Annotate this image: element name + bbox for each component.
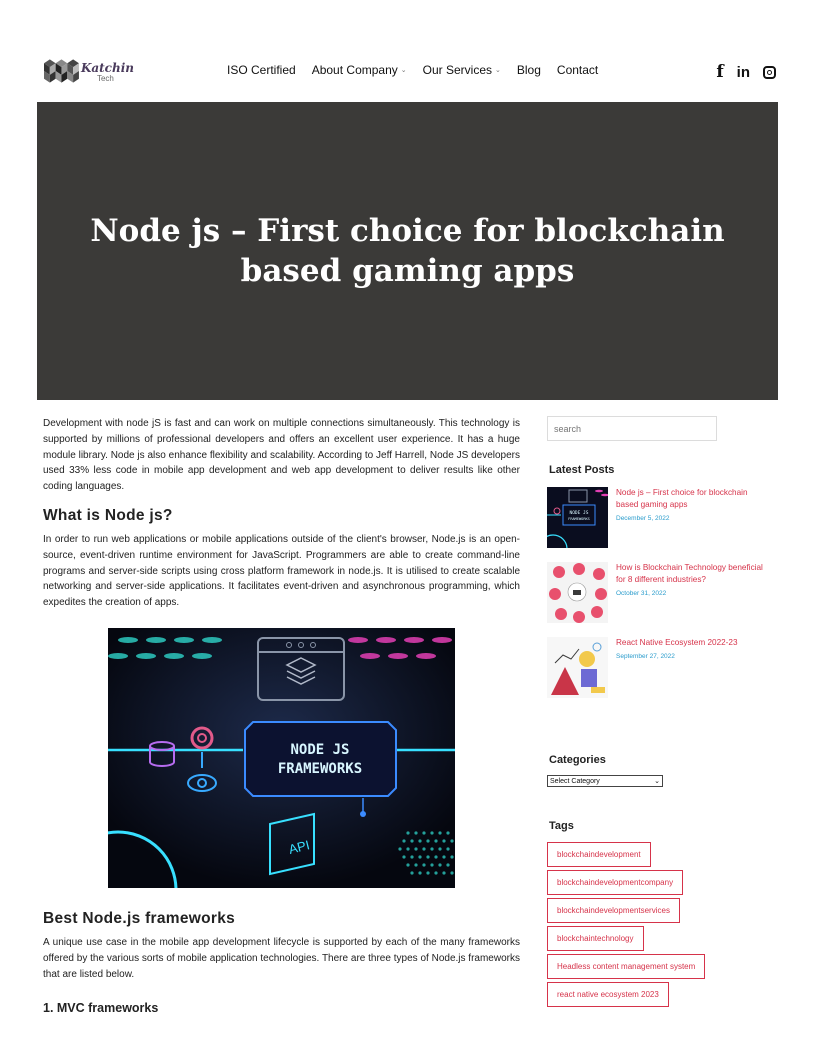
- nav-contact[interactable]: [557, 63, 598, 77]
- tag-link[interactable]: blockchaintechnology: [547, 926, 644, 951]
- hero-banner: [37, 102, 778, 400]
- main-nav: [227, 63, 614, 77]
- post-thumbnail-image: [547, 562, 608, 623]
- what-is-node-heading: What is Node js?: [43, 506, 173, 524]
- post-title-text: React Native Ecosystem 2022-23: [616, 638, 738, 647]
- nav-label: Our Services: [422, 63, 492, 77]
- post-thumbnail[interactable]: [547, 562, 608, 623]
- post-date: October 31, 2022: [616, 590, 667, 597]
- latest-post-item[interactable]: [547, 637, 777, 712]
- node-frameworks-illustration: [108, 628, 455, 888]
- svg-text:FRAMEWORKS: FRAMEWORKS: [568, 517, 590, 521]
- post-date: September 27, 2022: [616, 653, 675, 660]
- frameworks-paragraph: A unique use case in the mobile app development lifecycle is supported by each of the many frameworks offered by the various sorts of mobile application technologies. There are three types of Node.js frameworks that are listed below.: [43, 936, 520, 980]
- post-thumbnail[interactable]: [547, 487, 608, 548]
- tag-link[interactable]: Headless content management system: [547, 954, 705, 979]
- nav-label: Blog: [516, 63, 541, 77]
- svg-text:NODE JS: NODE JS: [569, 511, 589, 516]
- chevron-down-icon: ⌄: [400, 67, 407, 74]
- post-title[interactable]: [616, 637, 766, 663]
- frameworks-heading: Best Node.js frameworks: [43, 909, 236, 927]
- categories-heading: Categories: [549, 754, 606, 766]
- feature-image: [108, 628, 455, 888]
- latest-posts-list: [547, 487, 777, 712]
- latest-post-item[interactable]: [547, 562, 777, 637]
- mvc-heading: 1. MVC frameworks: [43, 1001, 159, 1016]
- tag-link[interactable]: blockchaindevelopment: [547, 842, 651, 867]
- tags-heading: Tags: [549, 820, 574, 832]
- site-header: [0, 0, 816, 102]
- site-logo[interactable]: [44, 56, 134, 88]
- page-title: Node js – First choice for blockchain based gaming apps: [90, 213, 725, 289]
- image-title-line2: FRAMEWORKS: [277, 760, 363, 777]
- post-date: December 5, 2022: [616, 515, 670, 522]
- logo-cube-icon: [44, 57, 79, 87]
- tag-cloud: [547, 842, 777, 1010]
- intro-paragraph: Development with node jS is fast and can work on multiple connections simultaneously. This technology is supported by millions of professional developers and offers an excellent user experience. It has a huge module library. Node js also enhance flexibility and scalability. According to Jeff Harrell, Node JS developers used 33% less code in mobile app development and web app development to deliver results like other coding languages.: [43, 418, 520, 493]
- nav-our-services[interactable]: [423, 63, 501, 77]
- category-select[interactable]: [547, 775, 663, 787]
- post-thumbnail[interactable]: [547, 637, 608, 698]
- facebook-icon[interactable]: f: [716, 62, 724, 82]
- tag-link[interactable]: react native ecosystem 2023: [547, 982, 669, 1007]
- what-is-node-paragraph: In order to run web applications or mobile applications outside of the client's browser, Node.js is an open-source, event-driven runtime environment for JavaScript. Programmers are able to create command-line programs and server-side scripts using cross platform framework in node.js. It is utilised to create scalable networking and server-side applications. It facilitates event-driven and asynchronous programming, which expedites the creation of apps.: [43, 533, 520, 609]
- image-title-line1: NODE JS: [290, 741, 350, 758]
- chevron-down-icon: ⌄: [654, 778, 660, 785]
- post-title-text: How is Blockchain Technology beneficial for 8 different industries?: [616, 563, 763, 584]
- nav-iso-certified[interactable]: [227, 63, 296, 77]
- nav-blog[interactable]: [517, 63, 541, 77]
- nav-label: ISO Certified: [227, 63, 296, 77]
- social-links: [703, 62, 776, 82]
- nav-label: Contact: [556, 63, 599, 77]
- post-title[interactable]: [616, 562, 766, 600]
- article: [43, 416, 520, 1015]
- linkedin-icon[interactable]: in: [736, 63, 750, 81]
- post-title[interactable]: [616, 487, 766, 525]
- latest-posts-heading: Latest Posts: [549, 464, 615, 476]
- chevron-down-icon: ⌄: [495, 67, 501, 74]
- post-thumbnail-image: [547, 487, 608, 548]
- category-select-value: Select Category: [550, 777, 600, 785]
- logo-name: Katchin: [80, 60, 134, 75]
- post-title-text: Node js – First choice for blockchain based gaming apps: [616, 488, 748, 509]
- logo-sub: Tech: [96, 73, 114, 83]
- latest-post-item[interactable]: [547, 487, 777, 562]
- tag-link[interactable]: blockchaindevelopmentservices: [547, 898, 680, 923]
- post-thumbnail-image: [547, 637, 608, 698]
- tag-link[interactable]: blockchaindevelopmentcompany: [547, 870, 683, 895]
- nav-about-company[interactable]: [312, 63, 407, 77]
- image-api-label: API: [287, 837, 312, 857]
- nav-label: About Company: [311, 63, 398, 77]
- search-input[interactable]: [547, 416, 717, 441]
- logo-text: [81, 62, 134, 83]
- sidebar: [547, 416, 777, 1010]
- instagram-icon[interactable]: [763, 66, 776, 79]
